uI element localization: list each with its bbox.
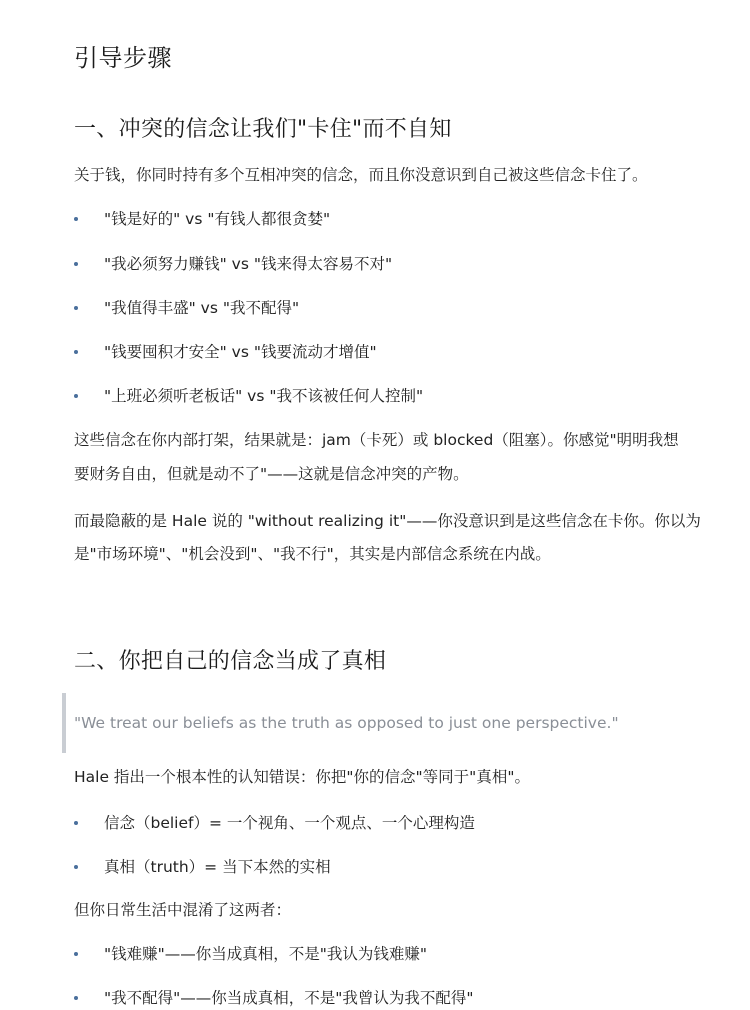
list-item-text: 信念（belief）= 一个视角、一个观点、一个心理构造 bbox=[104, 814, 475, 832]
section-2-heading: 二、你把自己的信念当成了真相 bbox=[74, 649, 387, 674]
bullet-icon bbox=[74, 262, 78, 266]
section-1-paragraph-2-line-1: 这些信念在你内部打架，结果就是：jam（卡死）或 blocked（阻塞）。你感觉"明明我想 bbox=[74, 431, 679, 449]
section-1-paragraph-3-line-2: 是"市场环境"、"机会没到"、"我不行"，其实是内部信念系统在内战。 bbox=[74, 545, 551, 563]
bullet-icon bbox=[74, 952, 78, 956]
quote-text: "We treat our beliefs as the truth as opposed to just one perspective." bbox=[74, 714, 619, 732]
section-1-paragraph-3-line-1: 而最隐蔽的是 Hale 说的 "without realizing it"——你没意识到是这些信念在卡你。你以为 bbox=[74, 512, 701, 530]
list-item-text: "我不配得"——你当成真相，不是"我曾认为我不配得" bbox=[104, 989, 474, 1007]
bullet-icon bbox=[74, 821, 78, 825]
bullet-icon bbox=[74, 350, 78, 354]
list-item-text: "我值得丰盛" vs "我不配得" bbox=[104, 299, 300, 317]
list-item-text: 真相（truth）= 当下本然的实相 bbox=[104, 858, 331, 876]
quote-bar bbox=[62, 693, 66, 753]
list-item-text: "钱要囤积才安全" vs "钱要流动才增值" bbox=[104, 343, 377, 361]
list-item-text: "钱是好的" vs "有钱人都很贪婪" bbox=[104, 210, 331, 228]
list-item-text: "钱难赚"——你当成真相，不是"我认为钱难赚" bbox=[104, 945, 428, 963]
bullet-icon bbox=[74, 217, 78, 221]
list-item-text: "我必须努力赚钱" vs "钱来得太容易不对" bbox=[104, 255, 393, 273]
bullet-icon bbox=[74, 996, 78, 1000]
section-2-confusion-intro: 但你日常生活中混淆了这两者： bbox=[74, 901, 292, 919]
list-item-text: "上班必须听老板话" vs "我不该被任何人控制" bbox=[104, 387, 424, 405]
page-title: 引导步骤 bbox=[74, 44, 172, 72]
section-1-paragraph-2-line-2: 要财务自由，但就是动不了"——这就是信念冲突的产物。 bbox=[74, 465, 469, 483]
bullet-icon bbox=[74, 865, 78, 869]
section-1-heading: 一、冲突的信念让我们"卡住"而不自知 bbox=[74, 117, 452, 142]
bullet-icon bbox=[74, 394, 78, 398]
blockquote bbox=[62, 693, 722, 753]
section-2-intro: Hale 指出一个根本性的认知错误：你把"你的信念"等同于"真相"。 bbox=[74, 768, 530, 786]
bullet-icon bbox=[74, 306, 78, 310]
section-1-intro: 关于钱，你同时持有多个互相冲突的信念，而且你没意识到自己被这些信念卡住了。 bbox=[74, 166, 648, 184]
